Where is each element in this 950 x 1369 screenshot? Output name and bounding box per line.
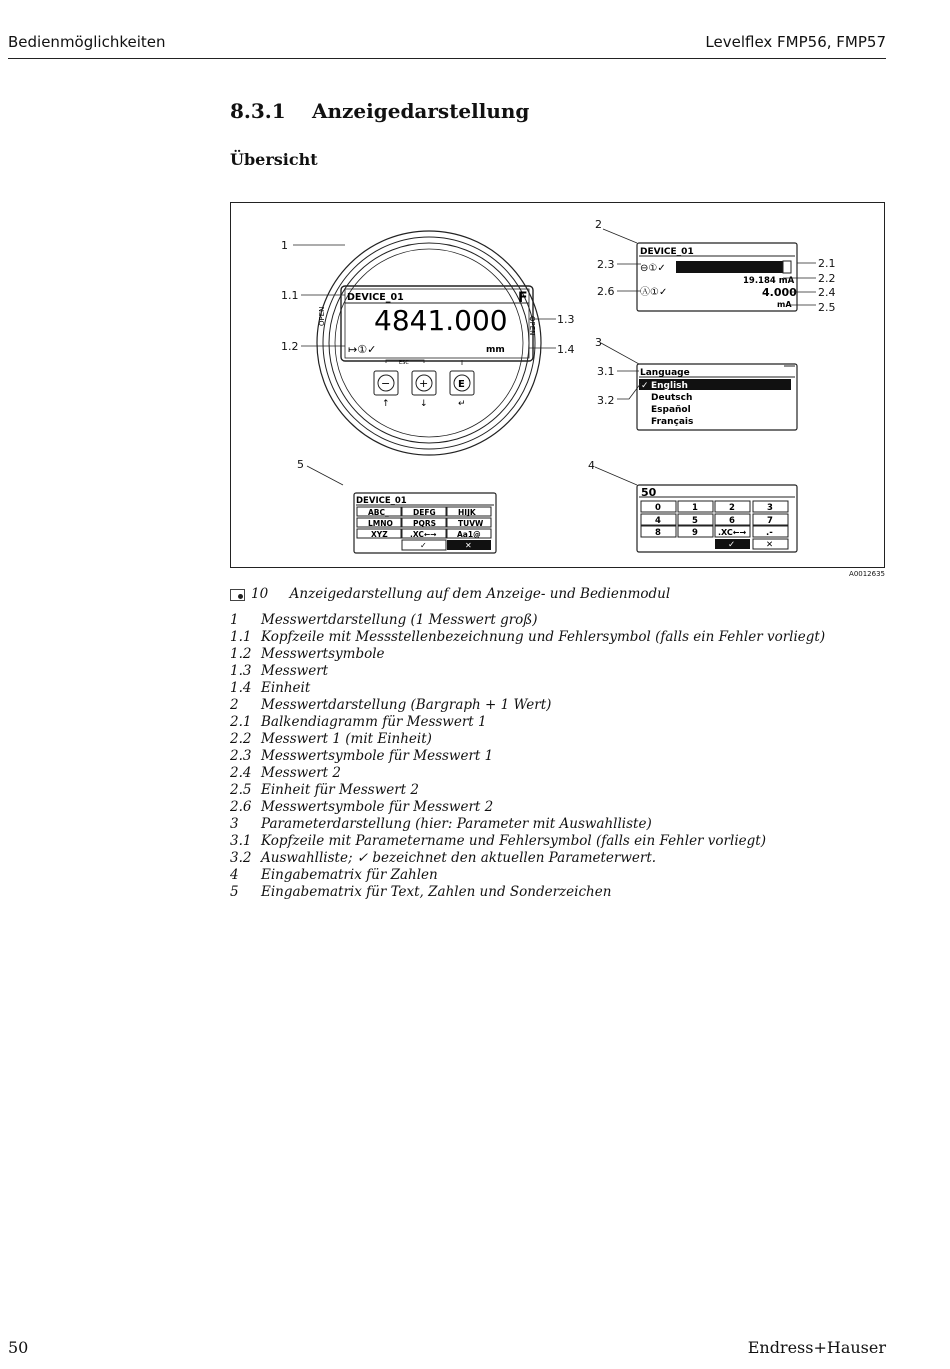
callout-1: 1 [281, 239, 288, 252]
display4-ok-icon: ✓ [728, 540, 736, 550]
legend-key: 2.1 [230, 714, 252, 730]
button-plus: + [419, 377, 429, 390]
running-header-right: Levelflex FMP56, FMP57 [705, 33, 886, 51]
legend-key: 2.6 [230, 799, 252, 815]
legend-row [230, 731, 825, 748]
callout-2-5: 2.5 [818, 301, 836, 314]
legend-row [230, 697, 825, 714]
bargraph-end [783, 261, 791, 273]
display3-title: Language [640, 368, 690, 378]
legend-row [230, 782, 825, 799]
callout-2: 2 [595, 218, 602, 231]
display2-symbols-2: Ⓐ①✓ [640, 287, 668, 298]
esc-label: ESC [399, 360, 409, 366]
display3-option-4: Français [651, 417, 694, 427]
header-rule [8, 58, 886, 59]
callout-2-2: 2.2 [818, 272, 836, 285]
legend-row [230, 884, 825, 901]
display1-unit: mm [486, 345, 505, 355]
display3-option-3: Español [651, 405, 691, 415]
display4-key-9: 9 [692, 528, 698, 538]
display5-key-7: XYZ [371, 530, 388, 539]
section-number: 8.3.1 [230, 99, 286, 123]
display3-option-2: Deutsch [651, 393, 693, 403]
display4-key-0: 0 [655, 503, 661, 513]
display4-key-4: 4 [655, 516, 661, 526]
open-label-right: OPEN [528, 316, 536, 336]
display2-symbols-1: ⊖①✓ [640, 263, 666, 274]
display5-cancel-icon: ✕ [465, 541, 472, 550]
legend-row [230, 680, 825, 697]
callout-3: 3 [595, 336, 602, 349]
display4-key-2: 2 [729, 503, 735, 513]
callout-4: 4 [588, 459, 595, 472]
legend-text: Eingabematrix für Zahlen [261, 867, 438, 883]
figure-caption-text: Anzeigedarstellung auf dem Anzeige- und Bedienmodul [289, 586, 671, 602]
legend-text: Einheit für Messwert 2 [261, 782, 419, 798]
legend-text: Messwertsymbole für Messwert 2 [261, 799, 494, 815]
legend-text: Messwertsymbole [261, 646, 385, 662]
figure-drawing [231, 203, 886, 569]
callout-1-4: 1.4 [557, 343, 575, 356]
legend-key: 4 [230, 867, 239, 883]
legend-key: 2.2 [230, 731, 252, 747]
callout-1-1: 1.1 [281, 289, 299, 302]
display5-key-3: HIJK [458, 508, 476, 517]
legend-key: 5 [230, 884, 239, 900]
legend-row [230, 850, 825, 867]
legend-text: Messwertsymbole für Messwert 1 [261, 748, 494, 764]
display2-unit2: mA [777, 300, 792, 309]
display5-ok-icon: ✓ [420, 541, 427, 550]
display1-tag: DEVICE_01 [347, 292, 404, 303]
display5-key-5: PQRS [413, 519, 437, 528]
legend-key: 3 [230, 816, 239, 832]
bargraph [676, 261, 783, 273]
legend-row [230, 714, 825, 731]
section-heading: Anzeigedarstellung [312, 99, 530, 123]
display4-key-7: 7 [767, 516, 773, 526]
display4-key-8: 8 [655, 528, 661, 538]
display3-option-1: English [651, 381, 688, 391]
footer-brand: Endress+Hauser [747, 1338, 886, 1357]
callout-3-1: 3.1 [597, 365, 615, 378]
display4-key-5: 5 [692, 516, 698, 526]
display4-cancel-icon: ✕ [766, 540, 774, 550]
legend-key: 1.4 [230, 680, 252, 696]
figure-caption [230, 586, 670, 602]
figure-legend [230, 612, 825, 901]
legend-row [230, 646, 825, 663]
legend-text: Einheit [261, 680, 311, 696]
display5-key-8: .XC←→ [410, 530, 437, 539]
figure-display-overview [230, 202, 885, 568]
legend-key: 1 [230, 612, 239, 628]
display5-key-9: Aa1@ [457, 530, 481, 539]
display5-key-4: LMNO [368, 519, 393, 528]
legend-text: Kopfzeile mit Messstellenbezeichnung und Fehlersymbol (falls ein Fehler vorliegt) [261, 629, 826, 645]
figure-number: 10 [251, 586, 269, 602]
legend-row [230, 833, 825, 850]
legend-key: 3.1 [230, 833, 252, 849]
display4-input: 50 [641, 486, 657, 499]
display4-key-special: .XC←→ [718, 528, 747, 537]
legend-text: Messwertdarstellung (1 Messwert groß) [261, 612, 538, 628]
display4-key-3: 3 [767, 503, 773, 513]
legend-text: Messwert 2 [261, 765, 341, 781]
legend-key: 3.2 [230, 850, 252, 866]
callout-1-3: 1.3 [557, 313, 575, 326]
callout-2-1: 2.1 [818, 257, 836, 270]
arrow-up-icon: ↑ [382, 399, 390, 409]
legend-row [230, 816, 825, 833]
display1-symbols: ↦①✓ [348, 343, 377, 356]
legend-key: 2.3 [230, 748, 252, 764]
legend-row [230, 765, 825, 782]
legend-text: Messwertdarstellung (Bargraph + 1 Wert) [261, 697, 552, 713]
button-e: E [458, 379, 465, 390]
figure-icon [230, 589, 245, 601]
legend-key: 1.1 [230, 629, 252, 645]
legend-text: Balkendiagramm für Messwert 1 [261, 714, 487, 730]
legend-row [230, 748, 825, 765]
callout-2-4: 2.4 [818, 286, 836, 299]
display4-key-6: 6 [729, 516, 735, 526]
display5-key-1: ABC_ [368, 508, 389, 517]
display1-error-symbol: F [518, 290, 528, 306]
enter-icon: ↵ [458, 399, 466, 409]
legend-key: 1.3 [230, 663, 252, 679]
callout-5: 5 [297, 458, 304, 471]
callout-2-3: 2.3 [597, 258, 615, 271]
callout-1-2: 1.2 [281, 340, 299, 353]
legend-text: Auswahlliste; ✓ bezeichnet den aktuellen Parameterwert. [261, 850, 657, 866]
legend-row [230, 612, 825, 629]
arrow-down-icon: ↓ [420, 399, 428, 409]
legend-row [230, 629, 825, 646]
legend-text: Messwert [261, 663, 329, 679]
display1-value: 4841.000 [374, 304, 508, 337]
display2-tag: DEVICE_01 [640, 247, 694, 257]
legend-text: Messwert 1 (mit Einheit) [261, 731, 432, 747]
display2-value1: 19.184 mA [743, 276, 795, 286]
button-minus: − [381, 377, 391, 390]
section-title [230, 99, 529, 123]
subsection-title: Übersicht [230, 150, 318, 169]
display5-key-2: DEFG [413, 508, 436, 517]
legend-key: 2.4 [230, 765, 252, 781]
legend-text: Kopfzeile mit Parametername und Fehlersymbol (falls ein Fehler vorliegt) [261, 833, 766, 849]
legend-key: 2.5 [230, 782, 252, 798]
legend-row [230, 867, 825, 884]
display3-check-icon: ✓ [641, 381, 649, 391]
legend-text: Parameterdarstellung (hier: Parameter mit Auswahlliste) [261, 816, 652, 832]
legend-key: 1.2 [230, 646, 252, 662]
legend-text: Eingabematrix für Text, Zahlen und Sonderzeichen [261, 884, 612, 900]
display4-key-1: 1 [692, 503, 698, 513]
legend-row [230, 799, 825, 816]
display2-value2: 4.000 [762, 286, 797, 299]
display5-tag: DEVICE_01 [356, 496, 407, 506]
display5-key-6: TUVW [458, 519, 484, 528]
page-number: 50 [8, 1338, 29, 1357]
callout-2-6: 2.6 [597, 285, 615, 298]
legend-row [230, 663, 825, 680]
display4-key-dot-minus: .- [766, 528, 773, 538]
running-header-left: Bedienmöglichkeiten [8, 33, 166, 51]
figure-code: A0012635 [849, 570, 885, 578]
open-label-left: OPEN [318, 306, 326, 326]
callout-3-2: 3.2 [597, 394, 615, 407]
legend-key: 2 [230, 697, 239, 713]
